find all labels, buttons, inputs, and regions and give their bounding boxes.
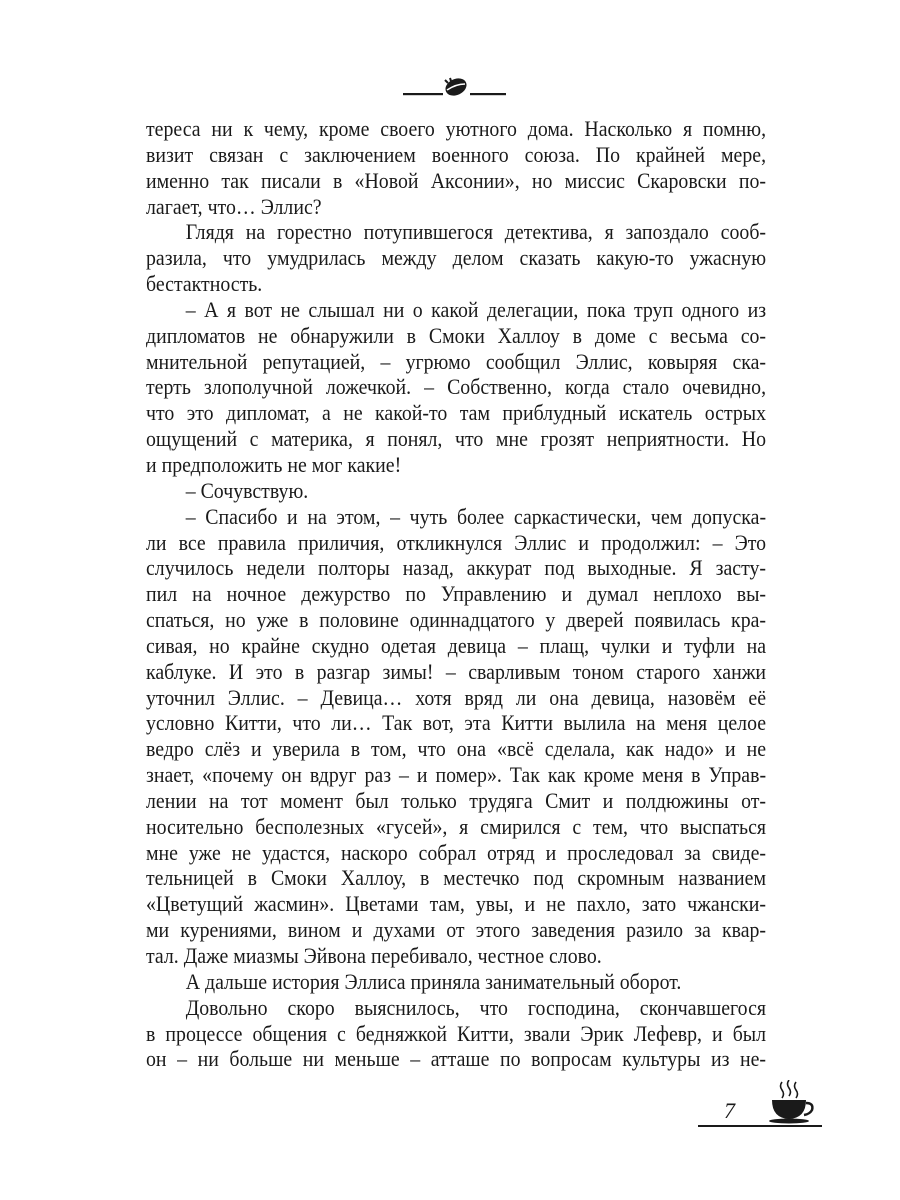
text-line: уточнил Эллис. – Девица… хотя вряд ли она девица, назовём её — [146, 684, 767, 710]
text-line: бестактность. — [146, 271, 263, 297]
text-line: и предположить не мог какие! — [146, 451, 402, 477]
text-line: визит связан с заключением военного союза. По крайней мере, — [146, 141, 767, 167]
text-line: ли все правила приличия, откликнулся Эллис и продолжил: – Это — [146, 529, 767, 555]
text-line: Довольно скоро выяснилось, что господина, скончавшегося — [185, 994, 767, 1020]
text-line: мнительной репутацией, – угрюмо сообщил Эллис, ковыряя ска- — [146, 348, 767, 374]
text-line: ощущений с материка, я понял, что мне грозят неприятности. Но — [146, 426, 767, 452]
text-line: тереса ни к чему, кроме своего уютного дома. Насколько я помню, — [146, 116, 767, 141]
text-line: – Сочувствую. — [185, 477, 309, 503]
text-line: именно так писали в «Новой Аксонии», но миссис Скаровски по- — [146, 167, 767, 193]
text-line: А дальше история Эллиса приняла занимательный оборот. — [185, 968, 682, 994]
text-line: носительно бесполезных «гусей», я смирился с тем, что выспаться — [146, 813, 767, 839]
text-line: мне уже не удастся, наскоро собрал отряд и проследовал за свиде- — [146, 839, 767, 865]
text-line: – Спасибо и на этом, – чуть более саркастически, чем допуска- — [185, 503, 767, 529]
text-line: ми курениями, вином и духами от этого заведения разило за квар- — [146, 917, 767, 943]
header-ornament — [400, 70, 510, 102]
page-footer — [698, 1080, 828, 1130]
page-number: 7 — [724, 1098, 735, 1123]
text-line: тал. Даже миазмы Эйвона перебивало, честное слово. — [146, 943, 602, 968]
text-line: – А я вот не слышал ни о какой делегации, пока труп одного из — [185, 296, 767, 322]
text-line: Глядя на горестно потупившегося детектива, я запоздало сооб- — [185, 219, 767, 245]
text-line: он – ни больше ни меньше – атташе по вопросам культуры из не- — [146, 1046, 767, 1072]
text-line: что это дипломат, а не какой-то там приблудный искатель острых — [146, 400, 767, 426]
text-line: знает, «почему он вдруг раз – и помер». Так как кроме меня в Управ- — [146, 762, 767, 788]
text-line: спаться, но уже в половине одиннадцатого у дверей появилась кра- — [146, 607, 767, 633]
text-line: тельницей в Смоки Халлоу, в местечко под скромным названием — [146, 865, 767, 891]
text-line: в процессе общения с бедняжкой Китти, звали Эрик Лефевр, и был — [146, 1020, 767, 1046]
text-line: сивая, но крайне скудно одетая девица – плащ, чулки и туфли на — [146, 632, 767, 658]
text-line: случилось недели полторы назад, аккурат под выходные. Я засту- — [146, 555, 767, 581]
text-line: условно Китти, что ли… Так вот, эта Китти вылила на меня целое — [146, 710, 767, 736]
coffee-cup-icon — [760, 1080, 818, 1126]
coffee-bean-icon — [400, 70, 510, 102]
text-line: ведро слёз и уверила в том, что она «всё сделала, как надо» и не — [146, 736, 767, 762]
body-text — [146, 116, 849, 1072]
text-line: пил на ночное дежурство по Управлению и думал неплохо вы- — [146, 581, 767, 607]
text-line: каблуке. И это в разгар зимы! – сварливым тоном старого ханжи — [146, 658, 767, 684]
text-line: лагает, что… Эллис? — [146, 193, 322, 219]
text-line: терть злополучной ложечкой. – Собственно, когда стало очевидно, — [146, 374, 767, 400]
text-line: разила, что умудрилась между делом сказать какую-то ужасную — [146, 245, 767, 271]
text-line: лении на тот момент был только трудяга Смит и полдюжины от- — [146, 787, 767, 813]
text-line: дипломатов не обнаружили в Смоки Халлоу в доме с весьма со- — [146, 322, 767, 348]
text-line: «Цветущий жасмин». Цветами там, увы, и не пахло, зато чжански- — [146, 891, 767, 917]
